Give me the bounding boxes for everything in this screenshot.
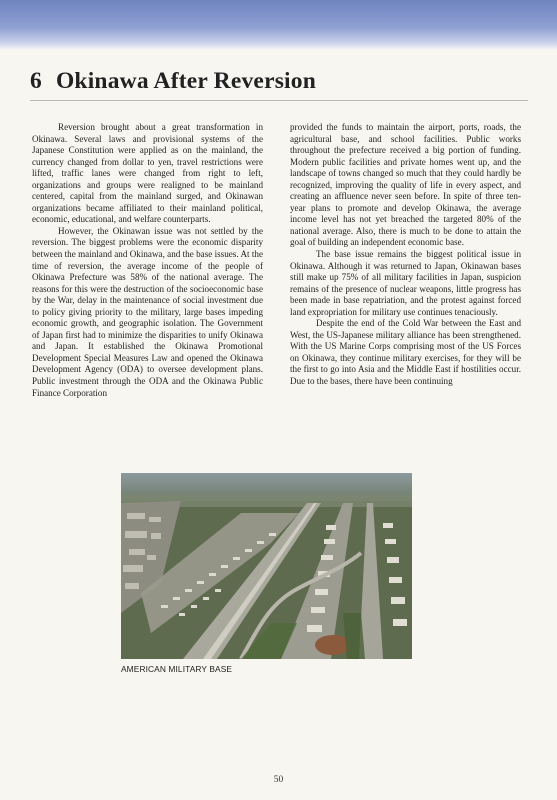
page-number: 50 [273, 775, 284, 785]
paragraph: However, the Okinawan issue was not settled by the reversion. The biggest problems were the economic disparity between the mainland and Okinawa, and the base issues. At the time of reversion, the average income of the people of Okinawa Prefecture was 58% of the national average. The reasons for this were the destruction of the socioeconomic base by the War, delay in the maintenance of social investment due to policy giving priority to the military, large bases impeding economic growth, and geographic isolation. The Government of Japan first had to minimize the disparities to unify Okinawa and Japan. It established the Okinawa Promotional Development Special Measures Law and opened the Okinawa Development Agency (ODA) to oversee development plans. Public investment through the ODA and the Okinawa Public Finance Corporation [32, 225, 263, 398]
paragraph: The base issue remains the biggest political issue in Okinawa. Although it was returned to Japan, Okinawan bases still make up 75% of all military facilities in Japan, suspicion remains of the presence of nuclear weapons, little progress has been made in base repatriation, and the protest against forced land expropriation for military use continues tenaciously. [290, 249, 521, 317]
right-text-column [290, 122, 521, 388]
paragraph: Reversion brought about a great transformation in Okinawa. Several laws and provisional systems of the Japanese Constitution were applied as on the mainland, the currency changed from dollar to yen, travel restrictions were lifted, traffic lanes were changed from right to left, organizations and groups were realigned to be mainland centered, capital from the mainland surged, and Okinawan organizations became affiliated to their mainland political, economic, educational, and welfare counterparts. [32, 122, 263, 225]
left-text-column [32, 122, 263, 399]
title-divider [30, 100, 528, 101]
chapter-title-text: Okinawa After Reversion [55, 68, 316, 94]
chapter-title [30, 68, 316, 95]
chapter-number: 6 [30, 68, 42, 94]
paragraph: Despite the end of the Cold War between the East and West, the US-Japanese military alliance has been strengthened. With the US Marine Corps comprising most of the US Forces on Okinawa, they continue military exercises, for they will be the first to go into Asia and the Middle East if hostilities occur. Due to the bases, there have been continuing [290, 318, 521, 387]
paragraph: provided the funds to maintain the airport, ports, roads, the agricultural base, and school facilities. Public works throughout the prefecture received a big portion of funding. Modern public facilities and private homes went up, and the landscape of towns changed so much that they could hardly be recognized, improving the quality of life in every aspect, and creating an affluence never seen before. In spite of three ten-year plans to promote and develop Okinawa, the average income level has not yet breached the targeted 80% of the national average. Also, there is much to be done to attain the goal of building an independent economic base. [290, 122, 521, 248]
military-base-aerial-photo [121, 473, 412, 659]
figure-caption: AMERICAN MILITARY BASE [121, 664, 233, 674]
header-band [0, 0, 557, 50]
